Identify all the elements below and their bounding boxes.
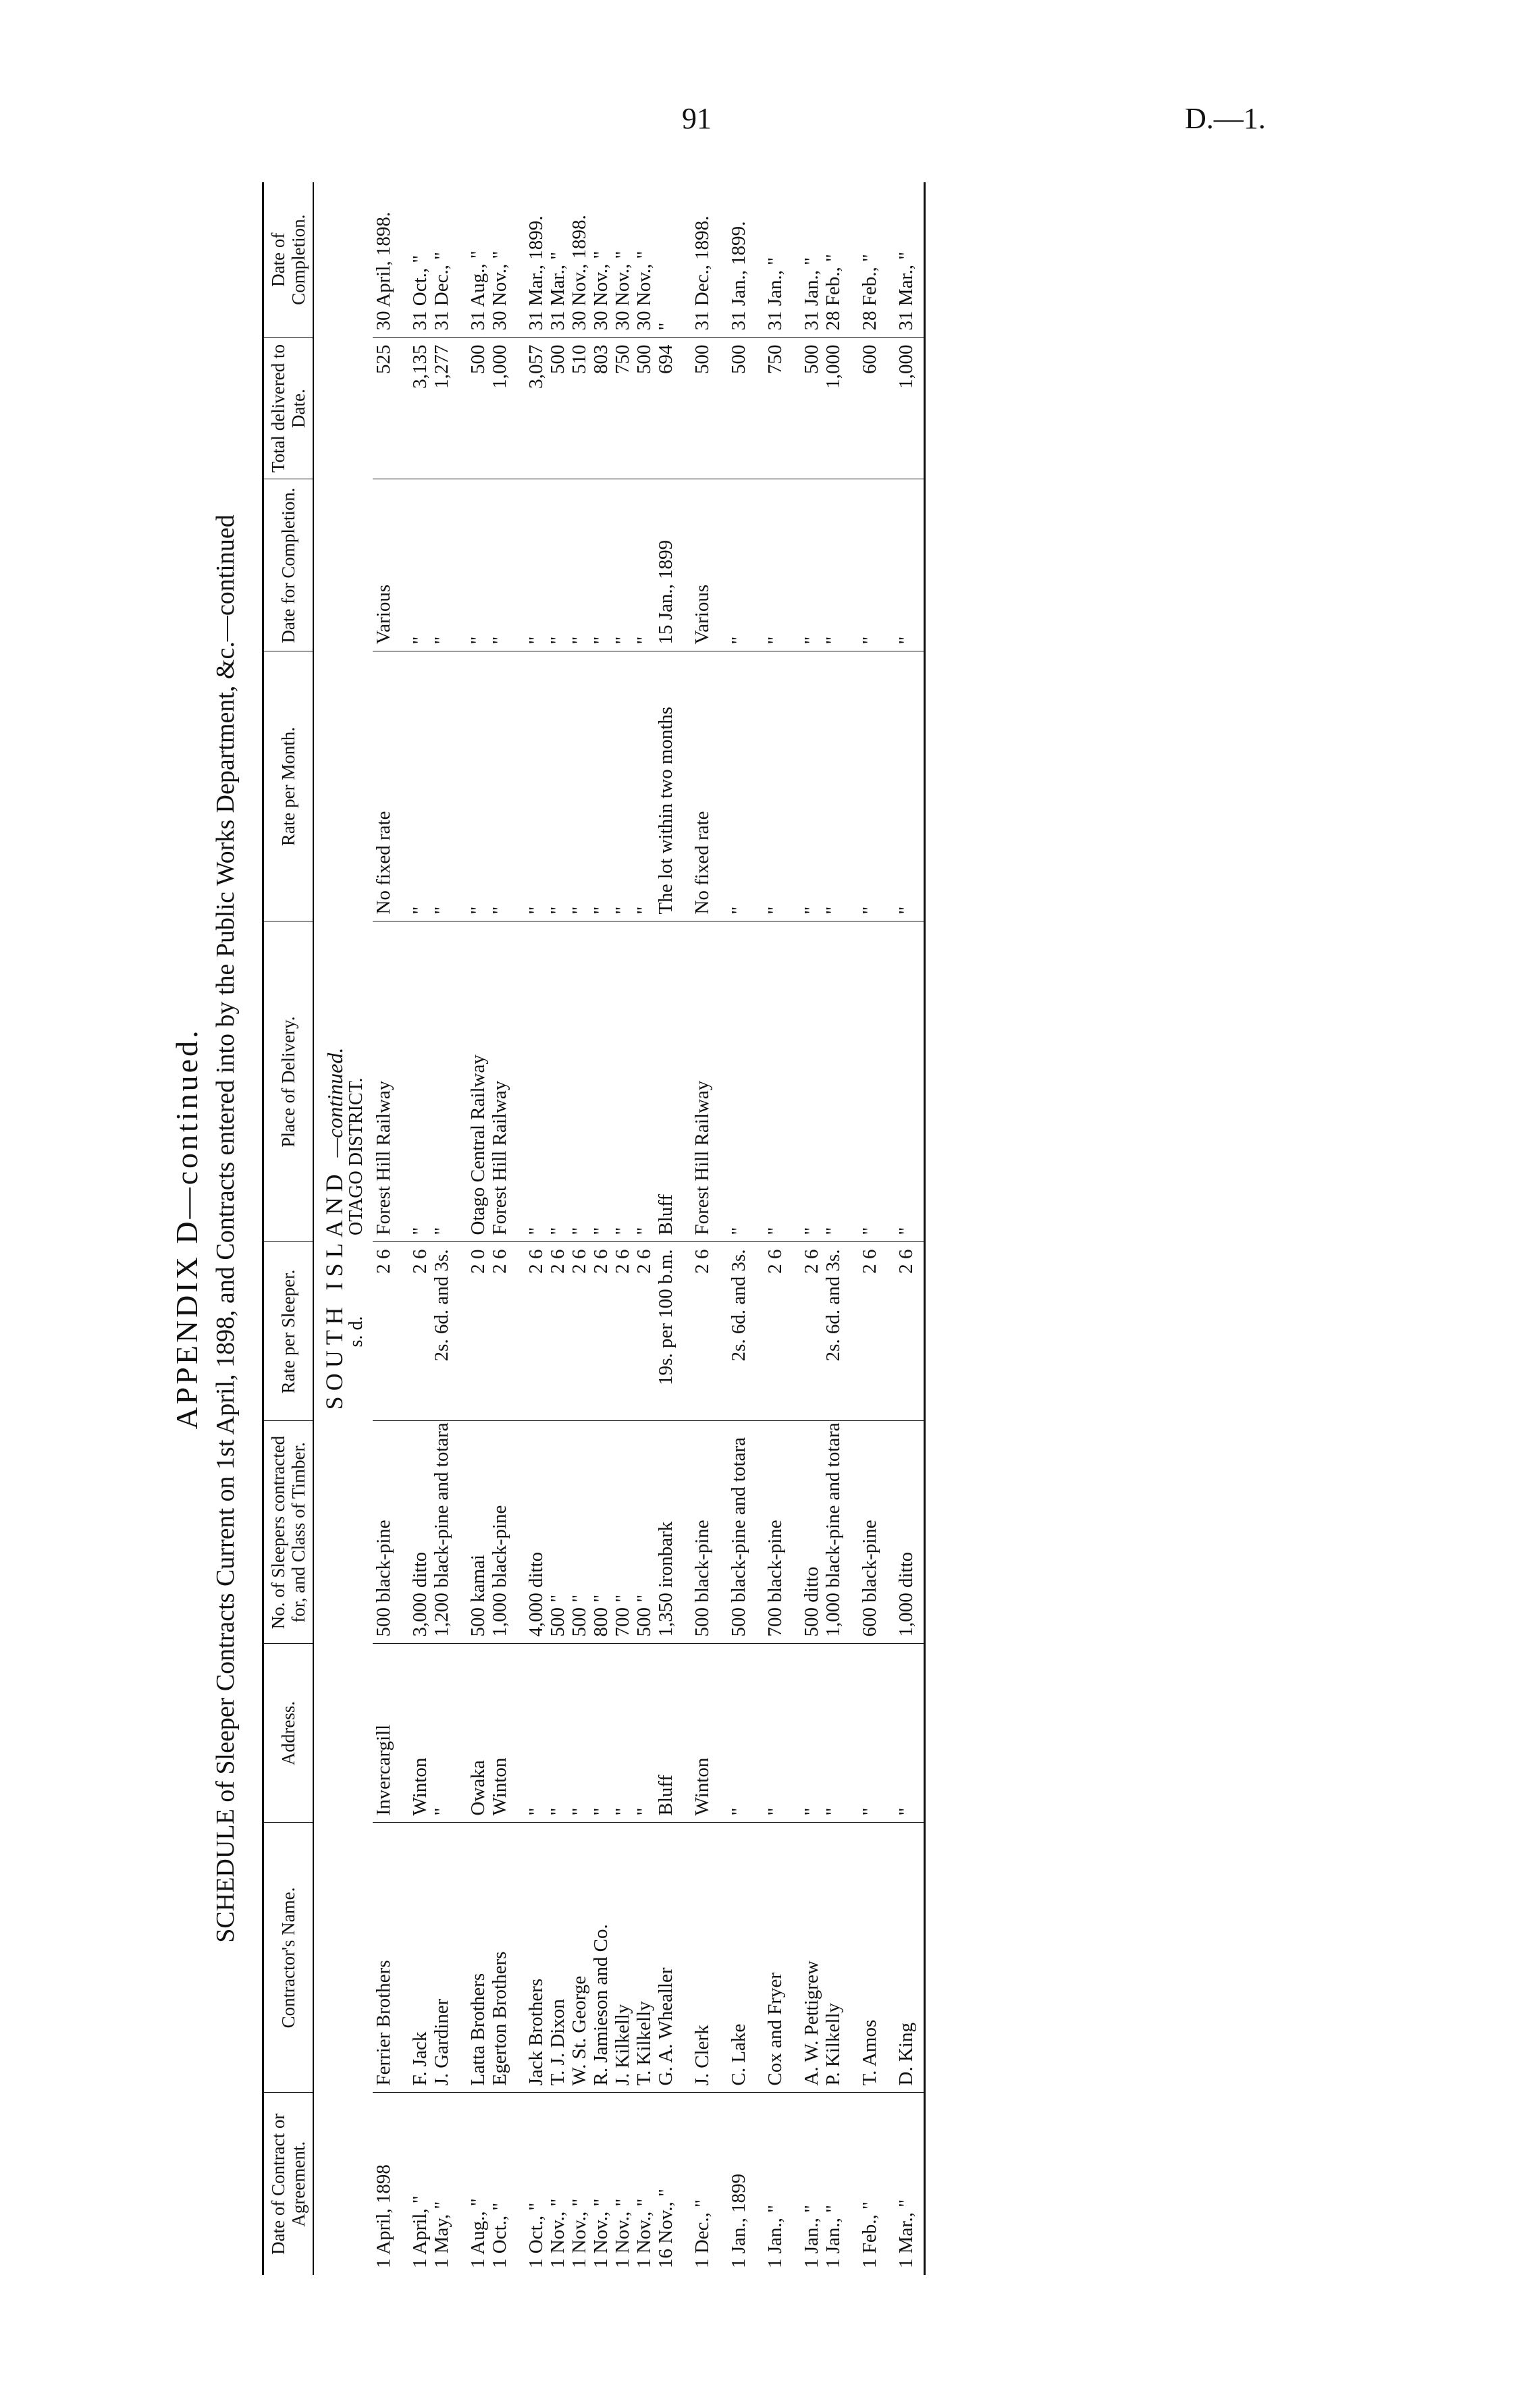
rate-per-month: The lot within two months: [655, 651, 676, 921]
contractor-name: Cox and Fryer: [764, 1823, 786, 2093]
section-continued: —continued.: [323, 1047, 347, 1158]
contract-date: 1 Mar., ": [895, 2093, 925, 2275]
rate-per-month: ": [547, 651, 568, 921]
contractor-name: J. Kilkelly: [612, 1823, 633, 2093]
date-for-completion: ": [525, 479, 547, 651]
rate-per-month: ": [568, 651, 590, 921]
place-of-delivery: ": [764, 921, 786, 1242]
group-spacer: [394, 182, 409, 2275]
rate-per-sleeper: 2 6: [409, 1242, 431, 1421]
date-for-completion: ": [467, 479, 489, 651]
date-of-completion: 28 Feb., ": [822, 182, 844, 338]
place-of-delivery: ": [568, 921, 590, 1242]
rate-per-sleeper: 2 6: [764, 1242, 786, 1421]
table-row: [568, 182, 590, 2275]
col-header: No. of Sleepers contracted for, and Class of Timber.: [263, 1421, 314, 1644]
date-for-completion: ": [822, 479, 844, 651]
place-of-delivery: ": [525, 921, 547, 1242]
rate-per-sleeper: 2s. 6d. and 3s.: [728, 1242, 749, 1421]
table-row: [764, 182, 786, 2275]
address: ": [568, 1644, 590, 1823]
sleepers-and-timber: 500 black-pine: [373, 1421, 394, 1644]
place-of-delivery: Bluff: [655, 921, 676, 1242]
place-of-delivery: ": [822, 921, 844, 1242]
total-delivered: 525: [373, 338, 394, 479]
date-for-completion: ": [547, 479, 568, 651]
total-delivered: 1,277: [431, 338, 452, 479]
date-for-completion: ": [568, 479, 590, 651]
place-of-delivery: Forest Hill Railway: [373, 921, 394, 1242]
rate-per-month: ": [590, 651, 612, 921]
rate-per-sleeper: 2 6: [612, 1242, 633, 1421]
total-delivered: 500: [801, 338, 822, 479]
rate-per-month: ": [895, 651, 925, 921]
total-delivered: 750: [612, 338, 633, 479]
table-row: [895, 182, 925, 2275]
sleepers-and-timber: 1,000 black-pine and totara: [822, 1421, 844, 1644]
col-header: Contractor's Name.: [263, 1823, 314, 2093]
rate-per-month: ": [489, 651, 510, 921]
sleepers-and-timber: 3,000 ditto: [409, 1421, 431, 1644]
group-spacer: [713, 182, 728, 2275]
group-spacer: [452, 182, 467, 2275]
place-of-delivery: ": [409, 921, 431, 1242]
rate-per-sleeper: 2 0: [467, 1242, 489, 1421]
sleepers-and-timber: 1,200 black-pine and totara: [431, 1421, 452, 1644]
col-header: Rate per Sleeper.: [263, 1242, 314, 1421]
contractor-name: R. Jamieson and Co.: [590, 1823, 612, 2093]
group-spacer: [844, 182, 859, 2275]
contractor-name: J. Gardiner: [431, 1823, 452, 2093]
contractor-name: G. A. Whealler: [655, 1823, 676, 2093]
contractor-name: F. Jack: [409, 1823, 431, 2093]
rate-per-month: ": [822, 651, 844, 921]
rate-per-month: No fixed rate: [691, 651, 713, 921]
place-of-delivery: ": [728, 921, 749, 1242]
sleepers-and-timber: 4,000 ditto: [525, 1421, 547, 1644]
table-row: [822, 182, 844, 2275]
total-delivered: 1,000: [895, 338, 925, 479]
appendix-title: APPENDIX D—continued.: [169, 1027, 204, 1430]
contractor-name: Egerton Brothers: [489, 1823, 510, 2093]
date-of-completion: 31 Dec., 1898.: [691, 182, 713, 338]
date-for-completion: ": [895, 479, 925, 651]
rate-per-month: ": [467, 651, 489, 921]
contract-date: 1 Jan., ": [764, 2205, 786, 2268]
contractor-name: P. Kilkelly: [822, 1823, 844, 2093]
district-title: OTAGO DISTRICT.: [346, 1077, 367, 1235]
group-spacer: [510, 182, 525, 2275]
group-spacer: [786, 182, 801, 2275]
total-delivered: 500: [633, 338, 655, 479]
place-of-delivery: ": [590, 921, 612, 1242]
contractor-name: A. W. Pettigrew: [801, 1823, 822, 2093]
rate-per-month: ": [859, 651, 880, 921]
contractor-name: W. St. George: [568, 1823, 590, 2093]
col-header: Date for Completion.: [263, 479, 314, 651]
group-spacer: [749, 182, 764, 2275]
contract-date: 1 Dec., ": [691, 2199, 713, 2268]
rate-per-month: ": [612, 651, 633, 921]
place-of-delivery: ": [895, 921, 925, 1242]
sleepers-and-timber: 1,000 ditto: [895, 1421, 925, 1644]
rate-per-sleeper: 2 6: [489, 1242, 510, 1421]
address: ": [431, 1644, 452, 1823]
sleepers-and-timber: 500 black-pine: [691, 1421, 713, 1644]
rate-per-sleeper: 2s. 6d. and 3s.: [431, 1242, 452, 1421]
table-row: [728, 182, 749, 2275]
header-row: [263, 182, 314, 2275]
rate-per-sleeper: 2 6: [859, 1242, 880, 1421]
date-of-completion: 31 Jan., ": [801, 182, 822, 338]
address: ": [801, 1644, 822, 1823]
table-row: [409, 182, 431, 2275]
table-row: [612, 182, 633, 2275]
rate-per-month: ": [633, 651, 655, 921]
sleepers-and-timber: 500 kamai: [467, 1421, 489, 1644]
contract-date: 1 Jan., ": [822, 2205, 844, 2268]
date-of-completion: 31 Aug., ": [467, 182, 489, 338]
col-header: Total delivered to Date.: [263, 338, 314, 479]
rate-per-sleeper: 2 6: [895, 1242, 925, 1421]
sleepers-and-timber: 1,350 ironbark: [655, 1421, 676, 1644]
table-row: [859, 182, 880, 2275]
group-spacer: [880, 182, 895, 2275]
date-for-completion: ": [801, 479, 822, 651]
place-of-delivery: ": [612, 921, 633, 1242]
contractor-name: J. Clerk: [691, 1823, 713, 2093]
district-row: [346, 182, 373, 2275]
rate-per-sleeper: 2s. 6d. and 3s.: [822, 1242, 844, 1421]
total-delivered: 803: [590, 338, 612, 479]
contract-date: 1 Nov., ": [612, 2198, 633, 2268]
date-of-completion: 31 Jan., ": [764, 182, 786, 338]
contractor-name: Latta Brothers: [467, 1823, 489, 2093]
sleeper-contracts-table: [262, 182, 926, 2275]
rate-per-month: ": [431, 651, 452, 921]
sleepers-and-timber: 500 ": [633, 1421, 655, 1644]
date-of-completion: 30 Nov., ": [633, 182, 655, 338]
table-row: [633, 182, 655, 2275]
rate-per-month: ": [728, 651, 749, 921]
contractor-name: Jack Brothers: [525, 1823, 547, 2093]
page-number: 91: [682, 102, 712, 135]
rate-per-sleeper: 2 6: [568, 1242, 590, 1421]
date-of-completion: 30 April, 1898.: [373, 182, 394, 338]
place-of-delivery: Forest Hill Railway: [489, 921, 510, 1242]
contract-date: 1 Oct., ": [525, 2202, 547, 2268]
table-row: [547, 182, 568, 2275]
date-for-completion: ": [612, 479, 633, 651]
contract-date: 1 Jan., 1899: [728, 2173, 749, 2268]
page-reference: D.—1.: [1185, 102, 1266, 135]
date-of-completion: 31 Jan., 1899.: [728, 182, 749, 338]
date-of-completion: 31 Mar., ": [547, 182, 568, 338]
section-row: [313, 182, 346, 2275]
total-delivered: 3,135: [409, 338, 431, 479]
group-spacer: [676, 182, 691, 2275]
table-row: [373, 182, 394, 2275]
col-header: Date of Contract or Agreement.: [263, 2093, 314, 2275]
contractor-name: D. King: [895, 1823, 925, 2093]
rate-per-sleeper: 2 6: [633, 1242, 655, 1421]
address: ": [612, 1644, 633, 1823]
total-delivered: 1,000: [822, 338, 844, 479]
rate-per-month: ": [764, 651, 786, 921]
address: Winton: [409, 1644, 431, 1823]
place-of-delivery: ": [801, 921, 822, 1242]
address: ": [822, 1644, 844, 1823]
date-for-completion: Various: [373, 479, 394, 651]
total-delivered: 1,000: [489, 338, 510, 479]
total-delivered: 600: [859, 338, 880, 479]
contract-date: 1 April, ": [409, 2195, 431, 2268]
total-delivered: 694: [655, 338, 676, 479]
rate-per-sleeper: 2 6: [801, 1242, 822, 1421]
total-delivered: 500: [547, 338, 568, 479]
rate-per-month: ": [525, 651, 547, 921]
address: ": [728, 1644, 749, 1823]
rate-per-month: No fixed rate: [373, 651, 394, 921]
place-of-delivery: ": [859, 921, 880, 1242]
sleepers-and-timber: 500 ": [547, 1421, 568, 1644]
col-header: Address.: [263, 1644, 314, 1823]
contract-date: 1 April, 1898: [373, 2164, 394, 2268]
address: ": [525, 1644, 547, 1823]
contract-date: 1 Nov., ": [590, 2198, 612, 2268]
rate-per-sleeper: 2 6: [525, 1242, 547, 1421]
address: ": [859, 1644, 880, 1823]
contract-date: 1 Nov., ": [633, 2198, 655, 2268]
date-of-completion: 31 Oct., ": [409, 182, 431, 338]
rate-per-sleeper: 2 6: [691, 1242, 713, 1421]
contractor-name: Ferrier Brothers: [373, 1823, 394, 2093]
sleepers-and-timber: 500 ": [568, 1421, 590, 1644]
table-row: [691, 182, 713, 2275]
date-for-completion: ": [728, 479, 749, 651]
sleepers-and-timber: 700 black-pine: [764, 1421, 786, 1644]
total-delivered: 500: [691, 338, 713, 479]
address: Bluff: [655, 1644, 676, 1823]
place-of-delivery: Forest Hill Railway: [691, 921, 713, 1242]
rotated-schedule: [169, 182, 1127, 2275]
table-row: [590, 182, 612, 2275]
place-of-delivery: Otago Central Railway: [467, 921, 489, 1242]
date-of-completion: 30 Nov., ": [612, 182, 633, 338]
date-of-completion: 31 Mar., 1899.: [525, 182, 547, 338]
table-row: [655, 182, 676, 2275]
col-header: Rate per Month.: [263, 651, 314, 921]
date-of-completion: 30 Nov., ": [590, 182, 612, 338]
table-row: [431, 182, 452, 2275]
rate-per-sleeper: 2 6: [547, 1242, 568, 1421]
sleepers-and-timber: 600 black-pine: [859, 1421, 880, 1644]
date-for-completion: ": [489, 479, 510, 651]
sleepers-and-timber: 1,000 black-pine: [489, 1421, 510, 1644]
rate-per-month: ": [801, 651, 822, 921]
table-row: [467, 182, 489, 2275]
total-delivered: 510: [568, 338, 590, 479]
date-of-completion: 30 Nov., ": [489, 182, 510, 338]
contract-date: 1 Nov., ": [568, 2198, 590, 2268]
date-for-completion: ": [764, 479, 786, 651]
rate-per-sleeper: 2 6: [590, 1242, 612, 1421]
address: ": [590, 1644, 612, 1823]
place-of-delivery: ": [547, 921, 568, 1242]
address: Winton: [691, 1644, 713, 1823]
address: Invercargill: [373, 1644, 394, 1823]
address: Owaka: [467, 1644, 489, 1823]
contract-date: 1 Nov., ": [547, 2198, 568, 2268]
contract-date: 1 Jan., ": [801, 2205, 822, 2268]
place-of-delivery: ": [431, 921, 452, 1242]
rate-per-sleeper: 19s. per 100 b.m.: [655, 1242, 676, 1421]
contract-date: 1 Oct., ": [489, 2202, 510, 2268]
table-row: [801, 182, 822, 2275]
table-row: [489, 182, 510, 2275]
date-of-completion: ": [655, 182, 676, 338]
sleepers-and-timber: 700 ": [612, 1421, 633, 1644]
schedule-subtitle: SCHEDULE of Sleeper Contracts Current on 1st April, 1898, and Contracts entered into by the Public Works Department, &c.—continued: [211, 514, 240, 1943]
sleepers-and-timber: 500 black-pine and totara: [728, 1421, 749, 1644]
date-for-completion: ": [409, 479, 431, 651]
table-row: [525, 182, 547, 2275]
contract-date: 1 Aug., ": [467, 2198, 489, 2268]
contract-date: 16 Nov., ": [655, 2189, 676, 2268]
date-of-completion: 31 Dec., ": [431, 182, 452, 338]
contractor-name: T. Amos: [859, 1823, 880, 2093]
date-for-completion: ": [590, 479, 612, 651]
sleepers-and-timber: 800 ": [590, 1421, 612, 1644]
contractor-name: T. Kilkelly: [633, 1823, 655, 2093]
col-header: Place of Delivery.: [263, 921, 314, 1242]
total-delivered: 750: [764, 338, 786, 479]
date-of-completion: 28 Feb., ": [859, 182, 880, 338]
address: ": [895, 1644, 925, 1823]
date-of-completion: 30 Nov., 1898.: [568, 182, 590, 338]
rate-per-month: ": [409, 651, 431, 921]
date-of-completion: 31 Mar., ": [895, 182, 925, 338]
total-delivered: 500: [467, 338, 489, 479]
date-for-completion: ": [859, 479, 880, 651]
section-title: SOUTH ISLAND: [321, 1169, 348, 1410]
rate-per-sleeper: 2 6: [373, 1242, 394, 1421]
date-for-completion: Various: [691, 479, 713, 651]
contract-date: 1 Feb., ": [859, 2201, 880, 2268]
address: Winton: [489, 1644, 510, 1823]
sleepers-and-timber: 500 ditto: [801, 1421, 822, 1644]
rate-unit: s. d.: [346, 1316, 367, 1347]
date-for-completion: ": [633, 479, 655, 651]
total-delivered: 500: [728, 338, 749, 479]
place-of-delivery: ": [633, 921, 655, 1242]
total-delivered: 3,057: [525, 338, 547, 479]
address: ": [764, 1644, 786, 1823]
date-for-completion: 15 Jan., 1899: [655, 479, 676, 651]
contract-date: 1 May, ": [431, 2201, 452, 2268]
col-header: Date of Completion.: [263, 182, 314, 338]
contractor-name: C. Lake: [728, 1823, 749, 2093]
date-for-completion: ": [431, 479, 452, 651]
address: ": [633, 1644, 655, 1823]
contractor-name: T. J. Dixon: [547, 1823, 568, 2093]
address: ": [547, 1644, 568, 1823]
